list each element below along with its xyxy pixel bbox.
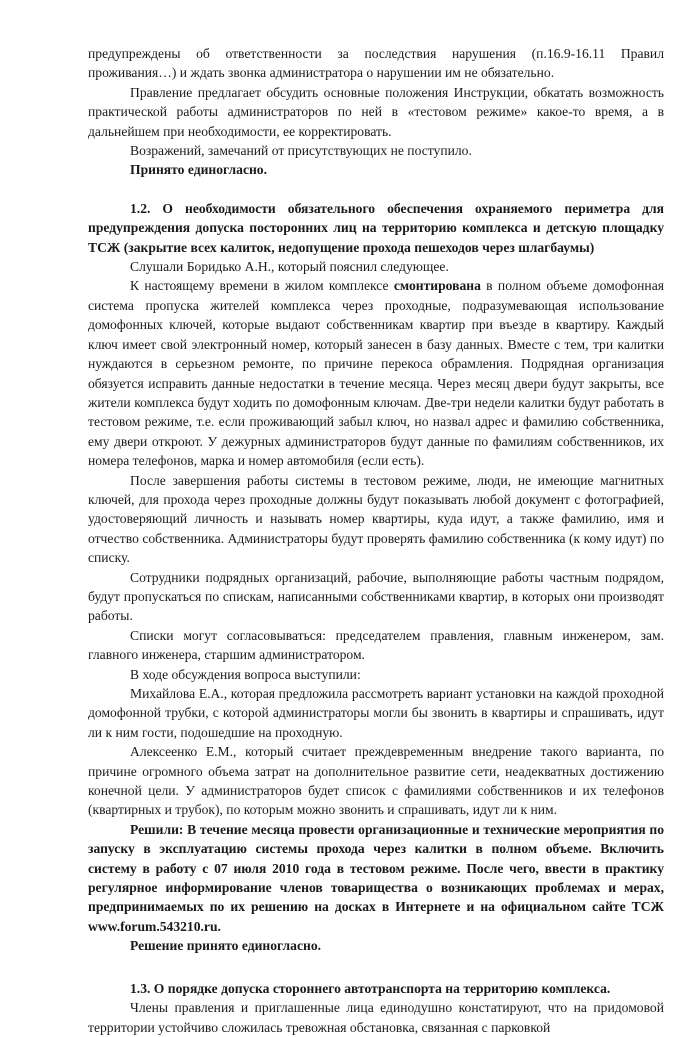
section-1-2-title: 1.2. О необходимости обязательного обеспечения охраняемого периметра для предупреждения допуска посторонних лиц на территорию комплекса и детскую площадку ТСЖ (закрытие всех калиток, недопущение прохода пешеходов через шлагбаумы): [88, 200, 664, 255]
paragraph-board-proposal: Правление предлагает обсудить основные положения Инструкции, обкатать возможность практической работы администраторов по ней в «тестовом режиме» какое-то время, а в дальнейшем при необходимости, ее корректировать.: [88, 84, 664, 139]
paragraph-after-testing: После завершения работы системы в тестовом режиме, люди, не имеющие магнитных ключей, для прохода через проходные должны будут показывать любой документ с фотографией, удостоверяющий личность и называть номер квартиры, куда идут, а также фамилию, имя и отчество собственника. Администраторы будут проверять фамилию собственника (к кому идут) по списку.: [88, 472, 664, 566]
section-1-3-title: 1.3. О порядке допуска стороннего автотранспорта на территорию комплекса.: [130, 980, 611, 996]
paragraph-discussion: В ходе обсуждения вопроса выступили:: [130, 666, 361, 682]
current-state-text-end: в полном объеме домофонная система пропуска жителей комплекса через проходные, подразумевающая использование домофонных ключей, которые выдают собственникам квартир при въезде в квартиру. Каждый ключ имеет свой электронный номер, который занесен в базу данных. Вместе с тем, три калитки нуждаются в серьезном ремонте, по причине перекоса обрамления. Подрядная организация обязуется исправить данные недостатки в течение месяца. Через месяц двери будут закрыты, все жители комплекса будут ходить по домофонным ключам. Две-три недели калитки будут работать в тестовом режиме, т.е. если проживающий забыл ключ, но назвал адрес и фамилию собственника, ему двери откроют. У дежурных администраторов будут данные по фамилиям собственников, их номера телефонов, марка и номер автомобиля (если есть).: [88, 278, 664, 469]
paragraph-mikhailova: Михайлова Е.А., которая предложила рассмотреть вариант установки на каждой проходной домофонной трубки, с которой администраторы могли бы звонить в квартиры и спрашивать, идут ли к ним гости, подошедшие на проходную.: [88, 686, 664, 740]
paragraph-current-state: [88, 276, 664, 470]
paragraph-heard: Слушали Боридько А.Н., который пояснил следующее.: [130, 259, 449, 275]
current-state-emphasis: смонтирована: [393, 278, 481, 294]
paragraph-alekseenko: Алексеенко Е.М., который считает преждевременным внедрение такого варианта, по причине огромного объема затрат на дополнительное развитие сети, неадекватных достижению конечной цели. У администраторов будет список с фамилиями собственников и их телефонов (квартирных и трубок), по которым можно звонить и спрашивать, идут ли к ним.: [88, 744, 664, 818]
current-state-text-start: К настоящему времени в жилом комплексе: [130, 278, 394, 294]
decision-unanimous-1: Принято единогласно.: [130, 162, 268, 178]
spacer: [88, 180, 664, 199]
paragraph-intro: предупреждены об ответственности за последствия нарушения (п.16.9-16.11 Правил проживания…) и ждать звонка администратора о нарушении им не обязательно.: [88, 46, 664, 81]
paragraph-contractors: Сотрудники подрядных организаций, рабочие, выполняющие работы частным подрядом, будут пропускаться по спискам, написанными собственниками квартир, в которых они производят работы.: [88, 569, 664, 624]
paragraph-members: Члены правления и приглашенные лица единодушно констатируют, что на придомовой территории устойчиво сложилась тревожная обстановка, связанная с парковкой: [88, 1000, 664, 1035]
paragraph-lists: Списки могут согласовываться: председателем правления, главным инженером, зам. главного инженера, старшим администратором.: [88, 627, 664, 663]
paragraph-no-objections: Возражений, замечаний от присутствующих не поступило.: [130, 143, 472, 159]
spacer: [88, 956, 664, 979]
paragraph-resolution: Решили: В течение месяца провести организационные и технические мероприятия по запуску в эксплуатацию системы прохода через калитки в полном объеме. Включить систему в работу с 07 июля 2010 года в тестовом режиме. После чего, ввести в практику регулярное информирование членов товарищества о возникающих проблемах и мерах, предпринимаемых по их решению на досках в Интернете и на официальном сайте ТСЖ www.forum.543210.ru.: [88, 821, 664, 934]
decision-unanimous-2: Решение принято единогласно.: [130, 938, 322, 954]
